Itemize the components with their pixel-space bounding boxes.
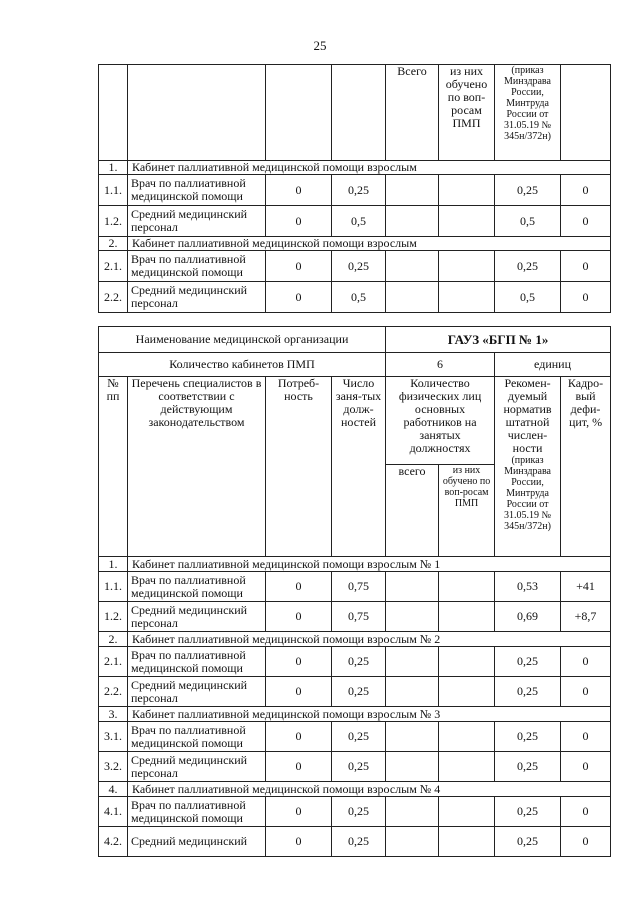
staff-total-value	[386, 827, 439, 857]
table-row	[99, 752, 611, 782]
staff-trained-value	[439, 827, 495, 857]
table-row	[99, 722, 611, 752]
col-trained-header: из них обучено по воп-росам ПМП	[439, 65, 495, 161]
row-number: 1.2.	[99, 206, 128, 237]
row-number: 2.1.	[99, 647, 128, 677]
table-row	[99, 647, 611, 677]
staff-total-value	[386, 206, 439, 237]
staff-total-value	[386, 677, 439, 707]
table-row	[99, 282, 611, 313]
section-row	[99, 237, 611, 251]
section-number: 1.	[99, 557, 128, 572]
recommended-norm-value: 0,25	[495, 647, 561, 677]
org-label: Наименование медицинской организации	[99, 327, 386, 353]
staff-total-value	[386, 752, 439, 782]
row-number: 2.2.	[99, 677, 128, 707]
staff-trained-value	[439, 602, 495, 632]
cabinets-unit: единиц	[495, 353, 611, 377]
recommended-norm-value: 0,25	[495, 677, 561, 707]
col-recommended-note: (приказ Минздрава России, Минтруда России от 31.05.19 № 345н/372н)	[495, 65, 561, 161]
section-title: Кабинет паллиативной медицинской помощи взрослым	[128, 237, 611, 251]
recommended-norm-value: 0,25	[495, 827, 561, 857]
need-value: 0	[266, 752, 332, 782]
deficit-value: +8,7	[561, 602, 611, 632]
row-number: 4.2.	[99, 827, 128, 857]
specialist-name: Средний медицинский персонал	[128, 752, 266, 782]
recommended-norm-value: 0,5	[495, 206, 561, 237]
specialist-name: Врач по паллиативной медицинской помощи	[128, 572, 266, 602]
specialist-name: Врач по паллиативной медицинской помощи	[128, 647, 266, 677]
section-number: 1.	[99, 161, 128, 175]
staff-trained-value	[439, 282, 495, 313]
positions-value: 0,25	[332, 175, 386, 206]
need-value: 0	[266, 647, 332, 677]
positions-value: 0,25	[332, 251, 386, 282]
recommended-norm-value: 0,25	[495, 797, 561, 827]
staff-trained-value	[439, 722, 495, 752]
need-value: 0	[266, 602, 332, 632]
staff-trained-value	[439, 752, 495, 782]
col-total-header: Всего	[386, 65, 439, 161]
positions-value: 0,25	[332, 797, 386, 827]
staff-trained-value	[439, 251, 495, 282]
row-number: 3.1.	[99, 722, 128, 752]
row-number: 1.1.	[99, 572, 128, 602]
table-body	[99, 161, 611, 313]
need-value: 0	[266, 677, 332, 707]
staff-trained-value	[439, 572, 495, 602]
page-number: 25	[313, 38, 327, 53]
col-total-header: всего	[386, 465, 439, 557]
row-number: 2.2.	[99, 282, 128, 313]
section-title: Кабинет паллиативной медицинской помощи взрослым № 1	[128, 557, 611, 572]
deficit-value: 0	[561, 282, 611, 313]
row-number: 3.2.	[99, 752, 128, 782]
section-row	[99, 707, 611, 722]
staffing-table-continued	[98, 64, 611, 313]
staff-total-value	[386, 602, 439, 632]
row-number: 1.1.	[99, 175, 128, 206]
blank-cell	[266, 65, 332, 161]
need-value: 0	[266, 827, 332, 857]
staff-trained-value	[439, 677, 495, 707]
positions-value: 0,25	[332, 827, 386, 857]
specialist-name: Врач по паллиативной медицинской помощи	[128, 175, 266, 206]
section-title: Кабинет паллиативной медицинской помощи взрослым № 3	[128, 707, 611, 722]
need-value: 0	[266, 206, 332, 237]
staff-trained-value	[439, 175, 495, 206]
recommended-title: Рекомен-дуемый норматив штатной числен-ности	[503, 376, 552, 455]
positions-value: 0,25	[332, 752, 386, 782]
specialist-name: Средний медицинский персонал	[128, 602, 266, 632]
need-value: 0	[266, 251, 332, 282]
recommended-norm-value: 0,25	[495, 752, 561, 782]
positions-value: 0,5	[332, 282, 386, 313]
staff-total-value	[386, 282, 439, 313]
positions-value: 0,25	[332, 647, 386, 677]
cabinets-label: Количество кабинетов ПМП	[99, 353, 386, 377]
recommended-norm-value: 0,25	[495, 175, 561, 206]
deficit-value: 0	[561, 797, 611, 827]
section-number: 2.	[99, 632, 128, 647]
col-trained-header: из них обучено по воп-росам ПМП	[439, 465, 495, 557]
deficit-value: 0	[561, 827, 611, 857]
section-number: 3.	[99, 707, 128, 722]
positions-value: 0,25	[332, 722, 386, 752]
specialist-name: Средний медицинский персонал	[128, 282, 266, 313]
need-value: 0	[266, 572, 332, 602]
table-row	[99, 206, 611, 237]
staff-trained-value	[439, 206, 495, 237]
staff-total-value	[386, 797, 439, 827]
need-value: 0	[266, 722, 332, 752]
org-name: ГАУЗ «БГП № 1»	[386, 327, 611, 353]
staff-total-value	[386, 175, 439, 206]
row-number: 2.1.	[99, 251, 128, 282]
specialist-name: Средний медицинский персонал	[128, 206, 266, 237]
section-title: Кабинет паллиативной медицинской помощи взрослым	[128, 161, 611, 175]
recommended-norm-value: 0,25	[495, 722, 561, 752]
need-value: 0	[266, 797, 332, 827]
row-number: 4.1.	[99, 797, 128, 827]
recommended-norm-value: 0,5	[495, 282, 561, 313]
table-body	[99, 557, 611, 857]
staff-total-value	[386, 572, 439, 602]
staffing-table	[98, 326, 611, 857]
blank-cell	[99, 65, 128, 161]
table-row	[99, 677, 611, 707]
col-deficit-header: Кадро-вый дефи-цит, %	[561, 377, 611, 557]
specialist-name: Средний медицинский персонал	[128, 677, 266, 707]
staff-total-value	[386, 647, 439, 677]
deficit-value: 0	[561, 722, 611, 752]
col-num-header: № пп	[99, 377, 128, 557]
section-row	[99, 557, 611, 572]
specialist-name: Средний медицинский	[128, 827, 266, 857]
need-value: 0	[266, 282, 332, 313]
table-row	[99, 175, 611, 206]
section-row	[99, 782, 611, 797]
col-positions-header: Число заня-тых долж-ностей	[332, 377, 386, 557]
section-title: Кабинет паллиативной медицинской помощи взрослым № 4	[128, 782, 611, 797]
section-number: 4.	[99, 782, 128, 797]
section-row	[99, 161, 611, 175]
recommended-note: (приказ Минздрава России, Минтруда России от 31.05.19 № 345н/372н)	[504, 455, 552, 532]
section-title: Кабинет паллиативной медицинской помощи взрослым № 2	[128, 632, 611, 647]
col-recommended-header	[495, 377, 561, 557]
specialist-name: Врач по паллиативной медицинской помощи	[128, 251, 266, 282]
table-row	[99, 251, 611, 282]
deficit-value: 0	[561, 647, 611, 677]
section-number: 2.	[99, 237, 128, 251]
blank-cell	[332, 65, 386, 161]
deficit-value: 0	[561, 206, 611, 237]
table-row	[99, 827, 611, 857]
deficit-value: 0	[561, 175, 611, 206]
blank-cell	[128, 65, 266, 161]
deficit-value: 0	[561, 251, 611, 282]
need-value: 0	[266, 175, 332, 206]
recommended-norm-value: 0,69	[495, 602, 561, 632]
deficit-value: +41	[561, 572, 611, 602]
positions-value: 0,75	[332, 602, 386, 632]
recommended-norm-value: 0,25	[495, 251, 561, 282]
positions-value: 0,5	[332, 206, 386, 237]
positions-value: 0,75	[332, 572, 386, 602]
deficit-value: 0	[561, 752, 611, 782]
staff-trained-value	[439, 797, 495, 827]
table-row	[99, 602, 611, 632]
section-row	[99, 632, 611, 647]
deficit-value: 0	[561, 677, 611, 707]
cabinets-count: 6	[386, 353, 495, 377]
table-row	[99, 572, 611, 602]
col-need-header: Потреб-ность	[266, 377, 332, 557]
positions-value: 0,25	[332, 677, 386, 707]
blank-cell	[561, 65, 611, 161]
row-number: 1.2.	[99, 602, 128, 632]
staff-total-value	[386, 251, 439, 282]
staff-trained-value	[439, 647, 495, 677]
col-spec-header: Перечень специалистов в соответствии с действующим законодательством	[128, 377, 266, 557]
table-row	[99, 797, 611, 827]
specialist-name: Врач по паллиативной медицинской помощи	[128, 722, 266, 752]
recommended-norm-value: 0,53	[495, 572, 561, 602]
specialist-name: Врач по паллиативной медицинской помощи	[128, 797, 266, 827]
col-staff-header: Количество физических лиц основных работников на занятых должностях	[386, 377, 495, 465]
staff-total-value	[386, 722, 439, 752]
